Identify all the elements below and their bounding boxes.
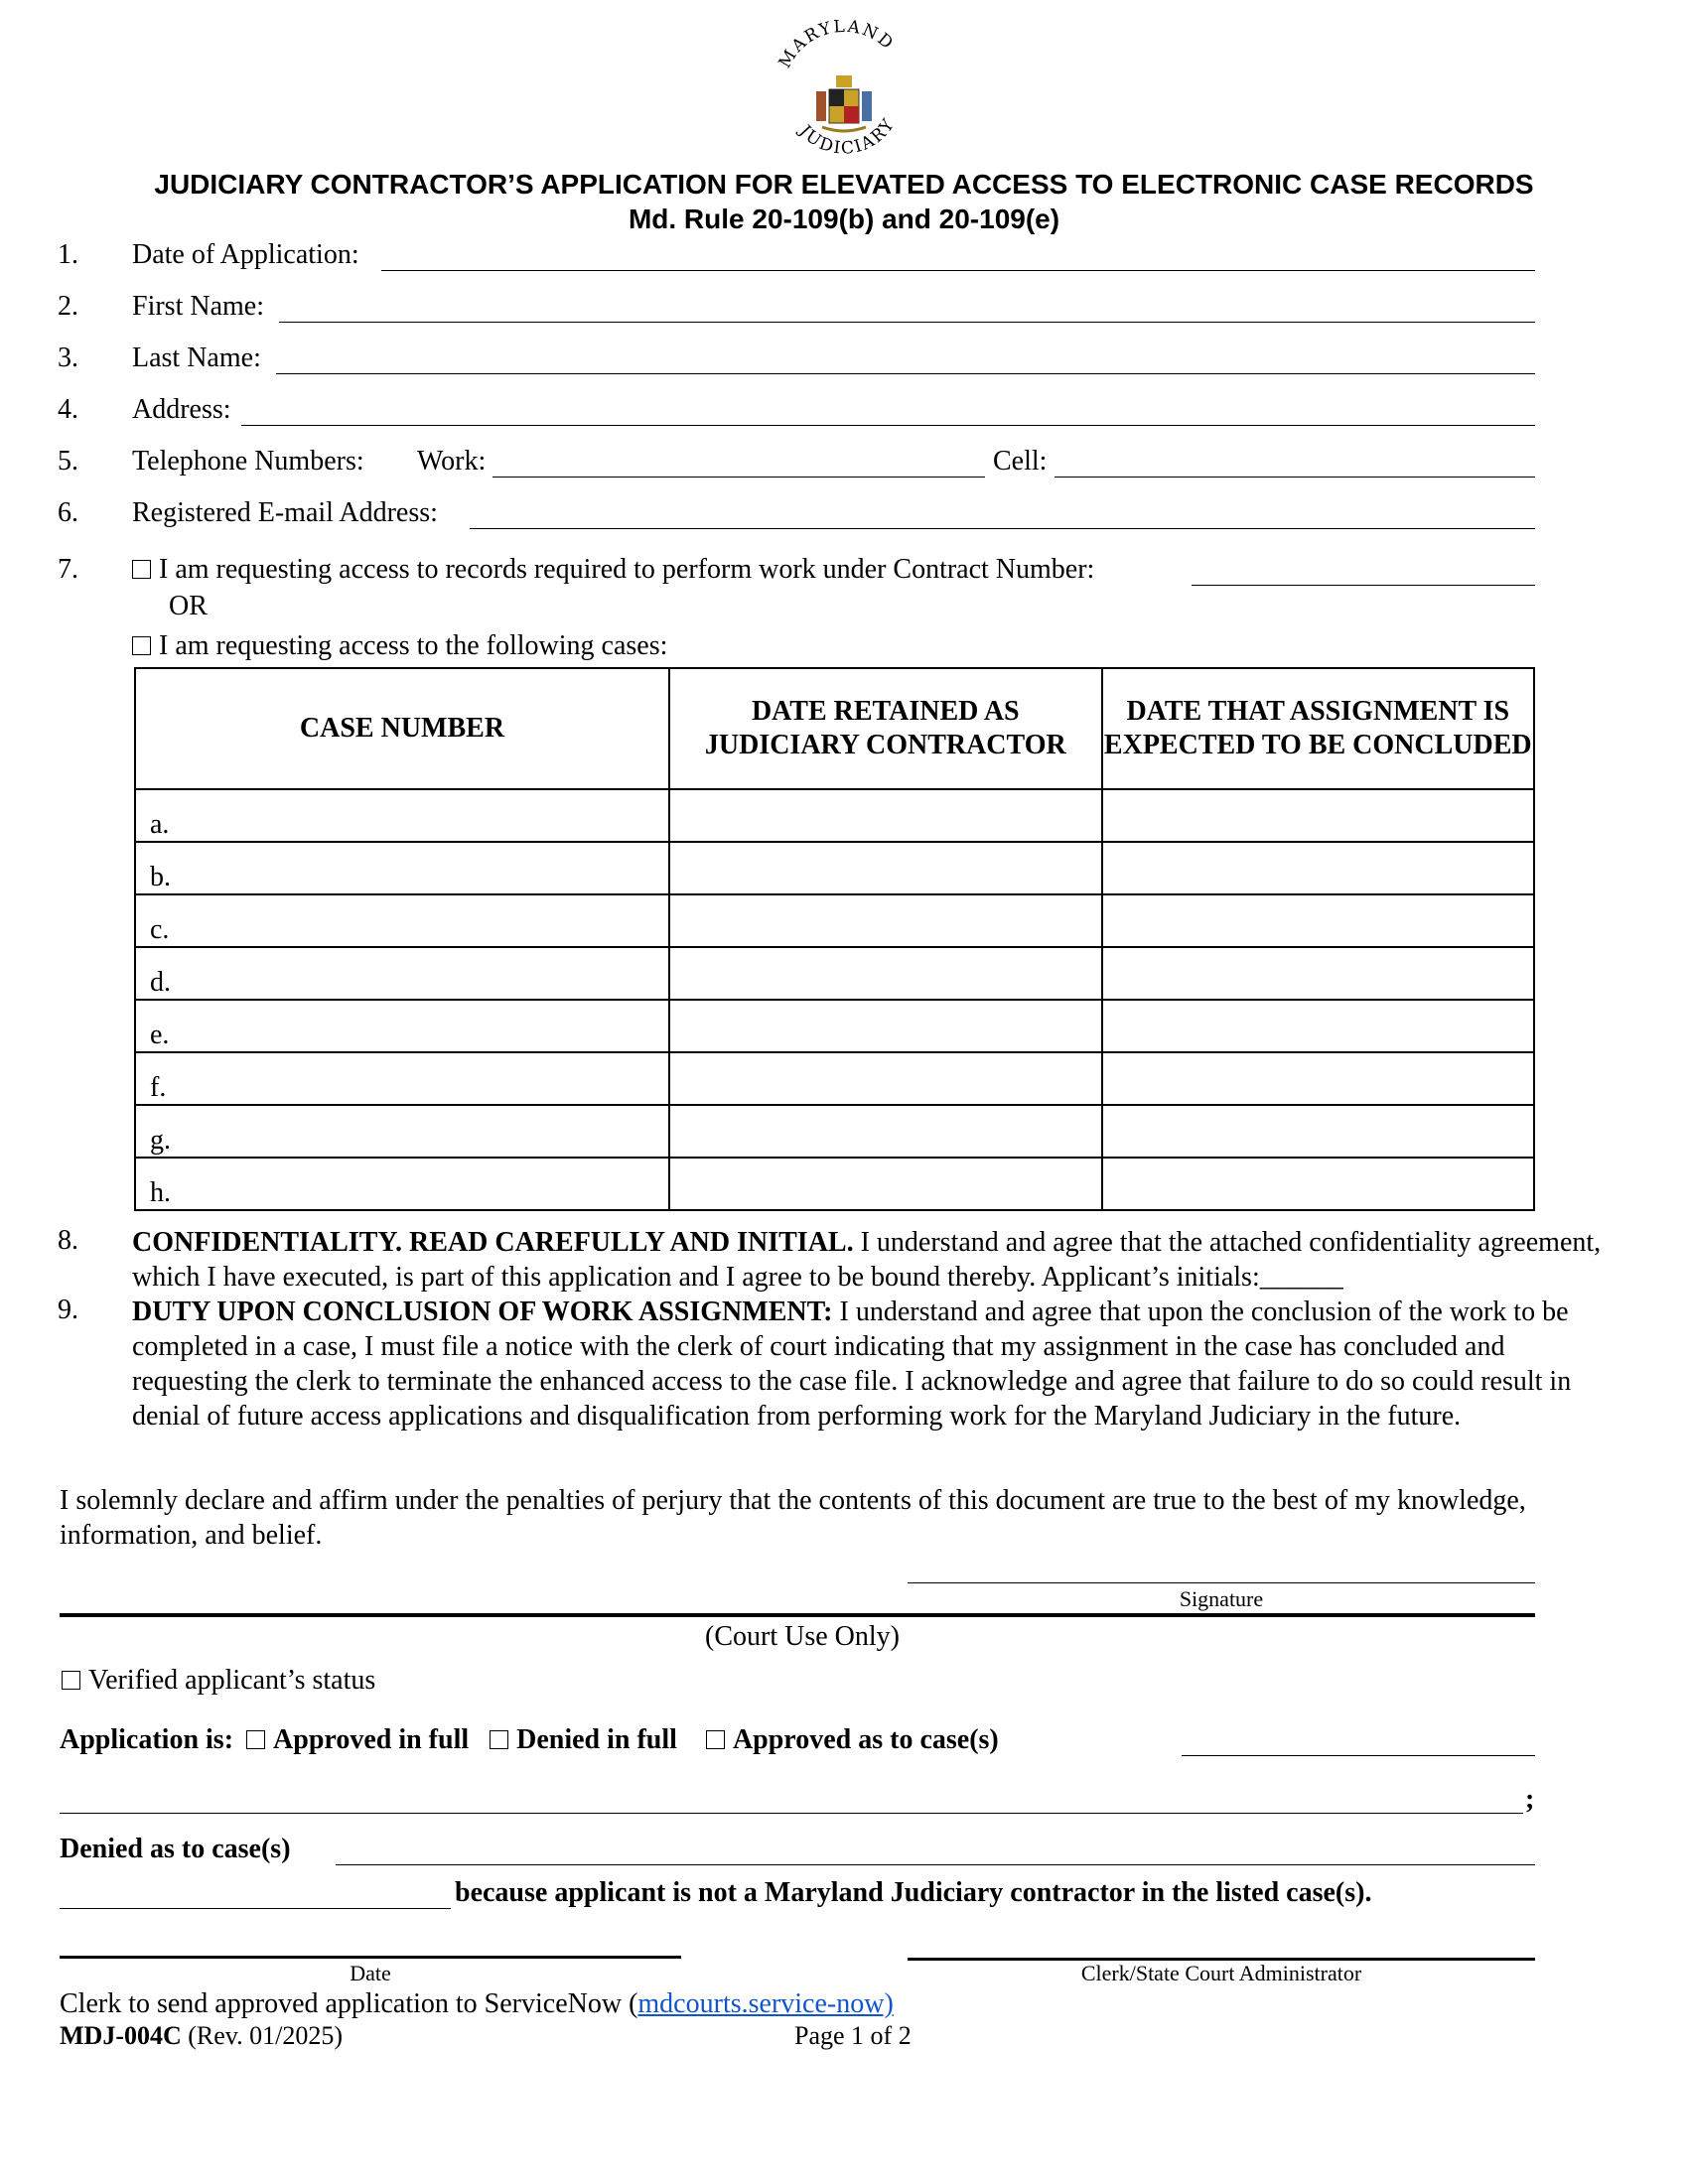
form-title: JUDICIARY CONTRACTOR’S APPLICATION FOR ELEVATED ACCESS TO ELECTRONIC CASE RECORDS [154, 169, 1534, 200]
address-field[interactable] [241, 425, 1535, 426]
duty-heading: DUTY UPON CONCLUSION OF WORK ASSIGNMENT: [132, 1297, 833, 1327]
date-retained-cell[interactable] [669, 789, 1102, 842]
or-label: OR [169, 591, 208, 621]
denied-full-label: Denied in full [516, 1724, 677, 1755]
clerk-label: Clerk/State Court Administrator [1080, 1961, 1362, 1985]
approved-full-checkbox[interactable] [246, 1730, 265, 1749]
header-date-concluded: DATE THAT ASSIGNMENT IS EXPECTED TO BE CONCLUDED [1102, 668, 1534, 789]
svg-text:JUDICIARY: JUDICIARY [794, 114, 900, 159]
signature-field[interactable] [908, 1582, 1535, 1583]
date-concluded-cell[interactable] [1102, 1105, 1534, 1158]
case-number-cell[interactable]: b. [135, 842, 669, 894]
table-row [135, 947, 1534, 1000]
item-number: 9. [58, 1295, 78, 1325]
item-number: 2. [58, 291, 78, 322]
date-concluded-cell[interactable] [1102, 789, 1534, 842]
date-of-application-label: Date of Application: [132, 239, 359, 270]
case-number-cell[interactable]: f. [135, 1052, 669, 1105]
header-case-number: CASE NUMBER [135, 668, 669, 789]
divider [60, 1613, 1535, 1617]
table-row [135, 1052, 1534, 1105]
item-number: 3. [58, 342, 78, 373]
item-number: 6. [58, 497, 78, 528]
case-number-cell[interactable]: d. [135, 947, 669, 1000]
contract-number-field[interactable] [1192, 585, 1535, 586]
case-number-cell[interactable]: e. [135, 1000, 669, 1052]
table-row [135, 1000, 1534, 1052]
date-retained-cell[interactable] [669, 1105, 1102, 1158]
date-of-application-field[interactable] [381, 270, 1535, 271]
date-retained-cell[interactable] [669, 1158, 1102, 1210]
last-name-field[interactable] [276, 373, 1535, 374]
contract-checkbox[interactable] [132, 560, 151, 579]
denied-full-checkbox[interactable] [490, 1730, 508, 1749]
first-name-label: First Name: [132, 291, 264, 322]
form-subtitle: Md. Rule 20-109(b) and 20-109(e) [628, 204, 1060, 234]
table-row [135, 842, 1534, 894]
date-label: Date [350, 1961, 391, 1985]
case-number-cell[interactable]: g. [135, 1105, 669, 1158]
confidentiality-text: I understand and agree that the attached confidentiality agreement, which I have executed, is part of this application and I agree to be bound thereby. Applicant’s initials:______ [132, 1227, 1602, 1293]
declaration: I solemnly declare and affirm under the penalties of perjury that the contents of this document are true to the best of my knowledge, information, and belief. [60, 1485, 1526, 1551]
table-row [135, 1105, 1534, 1158]
date-concluded-cell[interactable] [1102, 1052, 1534, 1105]
approved-cases-field-continued[interactable] [60, 1813, 1523, 1814]
denied-cases-label: Denied as to case(s) [60, 1834, 291, 1864]
confidentiality-heading: CONFIDENTIALITY. READ CAREFULLY AND INITIAL. [132, 1227, 854, 1258]
email-field[interactable] [470, 528, 1535, 529]
denied-cases-field-continued[interactable] [60, 1908, 451, 1909]
cases-checkbox[interactable] [132, 636, 151, 655]
signature-label: Signature [1179, 1586, 1264, 1611]
telephone-label: Telephone Numbers: [132, 446, 364, 477]
contract-option [132, 554, 1094, 586]
cases-option-label: I am requesting access to the following cases: [159, 630, 668, 661]
date-retained-cell[interactable] [669, 894, 1102, 947]
case-number-cell[interactable]: h. [135, 1158, 669, 1210]
because-text: because applicant is not a Maryland Judiciary contractor in the listed case(s). [455, 1877, 1372, 1908]
semicolon: ; [1525, 1784, 1535, 1815]
item-number: 1. [58, 239, 78, 270]
verified-checkbox[interactable] [62, 1671, 80, 1690]
cell-phone-field[interactable] [1055, 477, 1535, 478]
date-concluded-cell[interactable] [1102, 1158, 1534, 1210]
denied-cases-field[interactable] [336, 1864, 1535, 1865]
duty-text: I understand and agree that upon the conclusion of the work to be completed in a case, I must file a notice with the clerk of court indicating that my assignment in the case has concluded and requesting the clerk to terminate the enhanced access to the case file. I acknowledge and agree that failure to do so could result in denial of future access applications and disqualification from performing work for the Maryland Judiciary in the future. [132, 1297, 1572, 1432]
approved-cases-field[interactable] [1182, 1755, 1535, 1756]
item-number: 7. [58, 554, 78, 585]
approved-cases-label: Approved as to case(s) [732, 1724, 999, 1755]
date-retained-cell[interactable] [669, 1052, 1102, 1105]
item-number: 5. [58, 446, 78, 477]
form-id-row [60, 2021, 343, 2051]
date-retained-cell[interactable] [669, 842, 1102, 894]
approved-full-label: Approved in full [273, 1724, 470, 1755]
item-number: 8. [58, 1225, 78, 1256]
servicenow-link[interactable]: mdcourts.service-now) [637, 1988, 894, 2019]
application-status-row [60, 1724, 999, 1756]
date-concluded-cell[interactable] [1102, 1000, 1534, 1052]
application-is-label: Application is: [60, 1724, 234, 1755]
approved-cases-checkbox[interactable] [706, 1730, 725, 1749]
table-row [135, 1158, 1534, 1210]
date-field[interactable] [60, 1956, 681, 1959]
svg-text:MARYLAND: MARYLAND [774, 20, 899, 72]
item-number: 4. [58, 394, 78, 425]
address-label: Address: [132, 394, 231, 425]
date-retained-cell[interactable] [669, 1000, 1102, 1052]
first-name-field[interactable] [279, 322, 1535, 323]
cases-table [134, 667, 1535, 1211]
clerk-instruction-text: Clerk to send approved application to ServiceNow ( [60, 1988, 638, 2019]
verified-option [62, 1665, 375, 1697]
confidentiality-paragraph [132, 1225, 1602, 1295]
email-label: Registered E-mail Address: [132, 497, 438, 528]
form-id: MDJ-004C [60, 2021, 182, 2050]
last-name-label: Last Name: [132, 342, 261, 373]
work-phone-field[interactable] [492, 477, 985, 478]
court-use-only: (Court Use Only) [705, 1621, 900, 1652]
date-retained-cell[interactable] [669, 947, 1102, 1000]
work-phone-label: Work: [417, 446, 487, 477]
verified-label: Verified applicant’s status [88, 1665, 376, 1696]
page-number: Page 1 of 2 [794, 2021, 912, 2050]
cases-option [132, 630, 667, 662]
table-row [135, 894, 1534, 947]
date-concluded-cell[interactable] [1102, 894, 1534, 947]
maryland-judiciary-seal [755, 20, 933, 169]
revision: (Rev. 01/2025) [181, 2021, 343, 2050]
duty-paragraph [132, 1295, 1602, 1433]
date-concluded-cell[interactable] [1102, 947, 1534, 1000]
contract-option-label: I am requesting access to records required to perform work under Contract Number: [159, 554, 1095, 585]
case-number-cell[interactable]: a. [135, 789, 669, 842]
case-number-cell[interactable]: c. [135, 894, 669, 947]
date-concluded-cell[interactable] [1102, 842, 1534, 894]
clerk-instruction [60, 1988, 894, 2020]
header-date-retained: DATE RETAINED AS JUDICIARY CONTRACTOR [669, 668, 1102, 789]
table-row [135, 789, 1534, 842]
cell-phone-label: Cell: [993, 446, 1048, 477]
